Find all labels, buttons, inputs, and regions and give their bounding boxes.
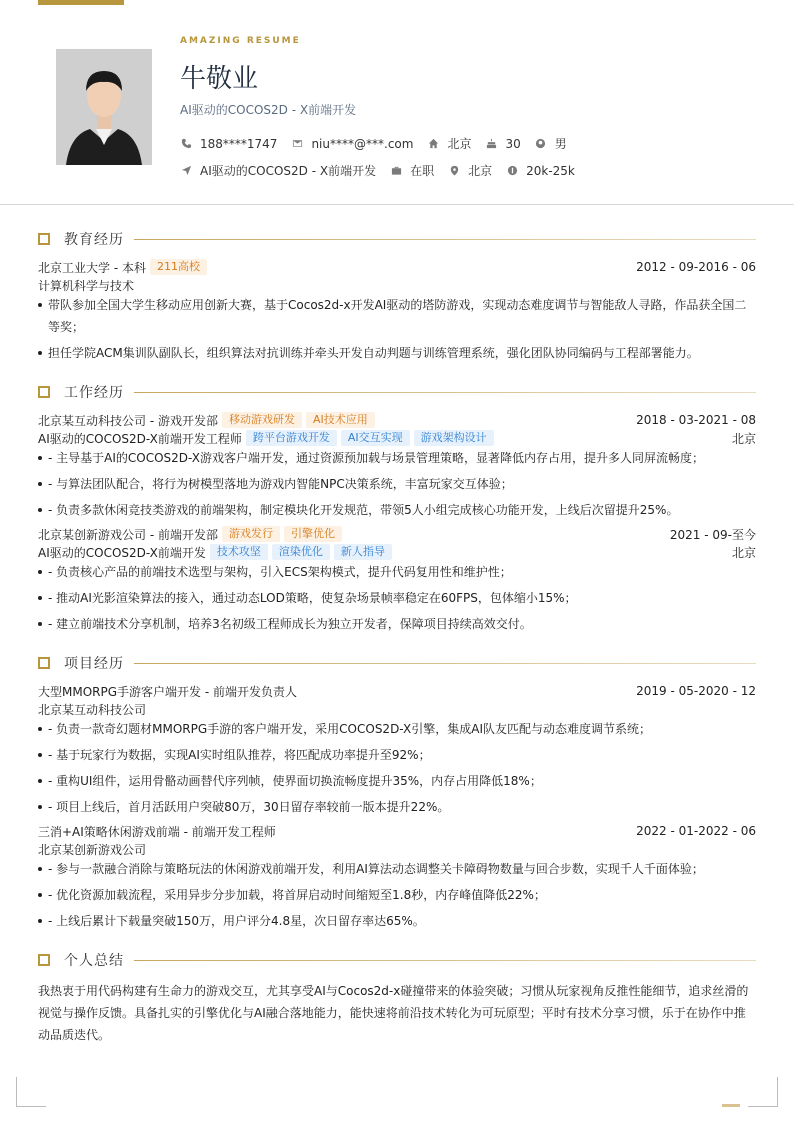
skill-tag: 新人指导 bbox=[334, 544, 392, 560]
project-bullet: - 优化资源加载流程，采用异步分步加载，将首屏启动时间缩短至1.8秒，内存峰值降低22%； bbox=[38, 884, 756, 906]
project-company-row bbox=[38, 840, 756, 858]
resume-header bbox=[0, 0, 794, 205]
section-divider bbox=[134, 663, 756, 664]
project-header-row bbox=[38, 822, 756, 840]
skill-tag: 游戏架构设计 bbox=[414, 430, 494, 446]
job-info-row bbox=[180, 162, 589, 179]
email-item bbox=[291, 137, 413, 151]
work-company: 北京某互动科技公司 - 游戏开发部 bbox=[38, 413, 218, 428]
candidate-name: 牛敬业 bbox=[180, 64, 259, 94]
project-company: 北京某创新游戏公司 bbox=[38, 842, 147, 857]
project-bullet: - 项目上线后，首月活跃用户突破80万，30日留存率较前一版本提升22%。 bbox=[38, 796, 756, 818]
page-corner-decoration bbox=[748, 1077, 778, 1107]
phone-text: 188****1747 bbox=[200, 136, 278, 151]
contact-info-row bbox=[180, 135, 581, 152]
salary-item bbox=[506, 164, 575, 178]
project-bullet: - 参与一款融合消除与策略玩法的休闲游戏前端开发，利用AI算法动态调整关卡障碍物数量与回合步数，实现千人千面体验； bbox=[38, 858, 756, 880]
salary-text: 20k-25k bbox=[526, 163, 575, 178]
work-bullet: - 主导基于AI的COCOS2D-X游戏客户端开发，通过资源预加载与场景管理策略，显著降低内存占用，提升多人同屏流畅度； bbox=[38, 447, 756, 469]
resume-tagline: AMAZING RESUME bbox=[180, 36, 301, 46]
send-icon bbox=[180, 165, 192, 177]
section-projects-title: 项目经历 bbox=[38, 654, 756, 672]
school-tag: 211高校 bbox=[150, 259, 207, 275]
hometown-text: 北京 bbox=[447, 137, 472, 151]
work-role: AI驱动的COCOS2D-X前端开发工程师 bbox=[38, 431, 242, 446]
gender-icon bbox=[535, 138, 547, 150]
cake-icon bbox=[485, 138, 497, 150]
work-bullet: - 推动AI光影渲染算法的接入，通过动态LOD策略，使复杂场景帧率稳定在60FPS，包体缩小15%； bbox=[38, 587, 756, 609]
profile-photo bbox=[56, 49, 152, 165]
school-name: 北京工业大学 - 本科 bbox=[38, 260, 146, 275]
money-icon bbox=[506, 165, 518, 177]
summary-text: 我热衷于用代码构建有生命力的游戏交互，尤其享受AI与Cocos2d-x碰撞带来的体验突破；习惯从玩家视角反推性能细节，追求丝滑的视觉与操作反馈。具备扎实的引擎优化与AI融合落地能力，能快速将前沿技术转化为可玩原型；平时有技术分享习惯，乐于在协作中推动品质迭代。 bbox=[38, 984, 749, 1042]
email-text: niu****@***.com bbox=[311, 136, 414, 151]
work-bullet: - 建立前端技术分享机制，培养3名初级工程师成长为独立开发者，保障项目持续高效交付。 bbox=[38, 613, 756, 635]
project-bullet: - 重构UI组件，运用骨骼动画替代序列帧，使界面切换流畅度提升35%，内存占用降低18%； bbox=[38, 770, 756, 792]
age-text: 30 bbox=[505, 136, 521, 151]
section-divider bbox=[134, 392, 756, 393]
project-title: 三消+AI策略休闲游戏前端 - 前端开发工程师 bbox=[38, 824, 276, 839]
work-header-row bbox=[38, 525, 756, 543]
project-bullet: - 负责一款奇幻题材MMORPG手游的客户端开发，采用COCOS2D-X引擎，集成AI队友匹配与动态难度调节系统； bbox=[38, 718, 756, 740]
skill-tag: AI交互实现 bbox=[341, 430, 410, 446]
target-position-text: AI驱动的COCOS2D - X前端开发 bbox=[200, 164, 377, 178]
section-marker-icon bbox=[38, 386, 50, 398]
phone-icon bbox=[180, 138, 192, 150]
section-marker-icon bbox=[38, 233, 50, 245]
mail-icon bbox=[291, 138, 303, 150]
employment-status-text: 在职 bbox=[410, 164, 435, 178]
footer-accent-dash bbox=[722, 1104, 740, 1107]
gender-item bbox=[535, 135, 567, 152]
work-period: 2018 - 03-2021 - 08 bbox=[636, 413, 756, 427]
education-header-row bbox=[38, 258, 756, 276]
section-work-title: 工作经历 bbox=[38, 383, 756, 401]
work-bullet: - 负责核心产品的前端技术选型与架构，引入ECS架构模式，提升代码复用性和维护性； bbox=[38, 561, 756, 583]
education-period: 2012 - 09-2016 - 06 bbox=[636, 260, 756, 274]
skill-tag: 跨平台游戏开发 bbox=[246, 430, 337, 446]
briefcase-icon bbox=[390, 165, 402, 177]
employment-status-item bbox=[390, 162, 434, 179]
project-company-row bbox=[38, 700, 756, 718]
section-summary-title: 个人总结 bbox=[38, 951, 756, 969]
section-marker-icon bbox=[38, 954, 50, 966]
project-bullet: - 上线后累计下载量突破150万，用户评分4.8星，次日留存率达65%。 bbox=[38, 910, 756, 932]
section-divider bbox=[134, 960, 756, 961]
home-icon bbox=[427, 138, 439, 150]
work-tag: 引擎优化 bbox=[284, 526, 342, 542]
work-bullet: - 负责多款休闲竞技类游戏的前端架构，制定模块化开发规范，带领5人小组完成核心功能开发，上线后次留提升25%。 bbox=[38, 499, 756, 521]
work-period: 2021 - 09-至今 bbox=[669, 527, 756, 542]
project-title: 大型MMORPG手游客户端开发 - 前端开发负责人 bbox=[38, 684, 297, 699]
project-period: 2022 - 01-2022 - 06 bbox=[636, 824, 756, 838]
work-city-item bbox=[448, 162, 492, 179]
project-company: 北京某互动科技公司 bbox=[38, 702, 147, 717]
work-header-row bbox=[38, 411, 756, 429]
project-period: 2019 - 05-2020 - 12 bbox=[636, 684, 756, 698]
work-tag: AI技术应用 bbox=[306, 412, 375, 428]
work-city-text: 北京 bbox=[468, 164, 493, 178]
education-major-row bbox=[38, 276, 756, 294]
section-marker-icon bbox=[38, 657, 50, 669]
age-item bbox=[485, 137, 520, 151]
section-divider bbox=[134, 239, 756, 240]
skill-tag: 渲染优化 bbox=[272, 544, 330, 560]
project-header-row bbox=[38, 682, 756, 700]
hometown-item bbox=[427, 135, 471, 152]
phone-item bbox=[180, 137, 277, 151]
education-bullet: 带队参加全国大学生移动应用创新大赛，基于Cocos2d-x开发AI驱动的塔防游戏，实现动态难度调节与智能敌人寻路，作品获全国二等奖； bbox=[38, 294, 756, 338]
work-city: 北京 bbox=[731, 431, 756, 446]
section-education-title: 教育经历 bbox=[38, 230, 756, 248]
work-tag: 游戏发行 bbox=[222, 526, 280, 542]
work-role-row bbox=[38, 429, 756, 447]
work-role-row bbox=[38, 543, 756, 561]
work-bullet: - 与算法团队配合，将行为树模型落地为游戏内智能NPC决策系统，丰富玩家交互体验； bbox=[38, 473, 756, 495]
major: 计算机科学与技术 bbox=[38, 278, 135, 293]
project-bullet: - 基于玩家行为数据，实现AI实时组队推荐，将匹配成功率提升至92%； bbox=[38, 744, 756, 766]
job-objective: AI驱动的COCOS2D - X前端开发 bbox=[180, 103, 357, 117]
education-bullet: 担任学院ACM集训队副队长，组织算法对抗训练并牵头开发自动判题与训练管理系统，强化团队协同编码与工程部署能力。 bbox=[38, 342, 756, 364]
work-tag: 移动游戏研发 bbox=[222, 412, 302, 428]
work-role: AI驱动的COCOS2D-X前端开发 bbox=[38, 545, 206, 560]
skill-tag: 技术攻坚 bbox=[210, 544, 268, 560]
work-company: 北京某创新游戏公司 - 前端开发部 bbox=[38, 527, 218, 542]
target-position-item bbox=[180, 162, 376, 179]
location-icon bbox=[448, 165, 460, 177]
gender-text: 男 bbox=[554, 137, 567, 151]
page-corner-decoration bbox=[16, 1077, 46, 1107]
work-city: 北京 bbox=[731, 545, 756, 560]
